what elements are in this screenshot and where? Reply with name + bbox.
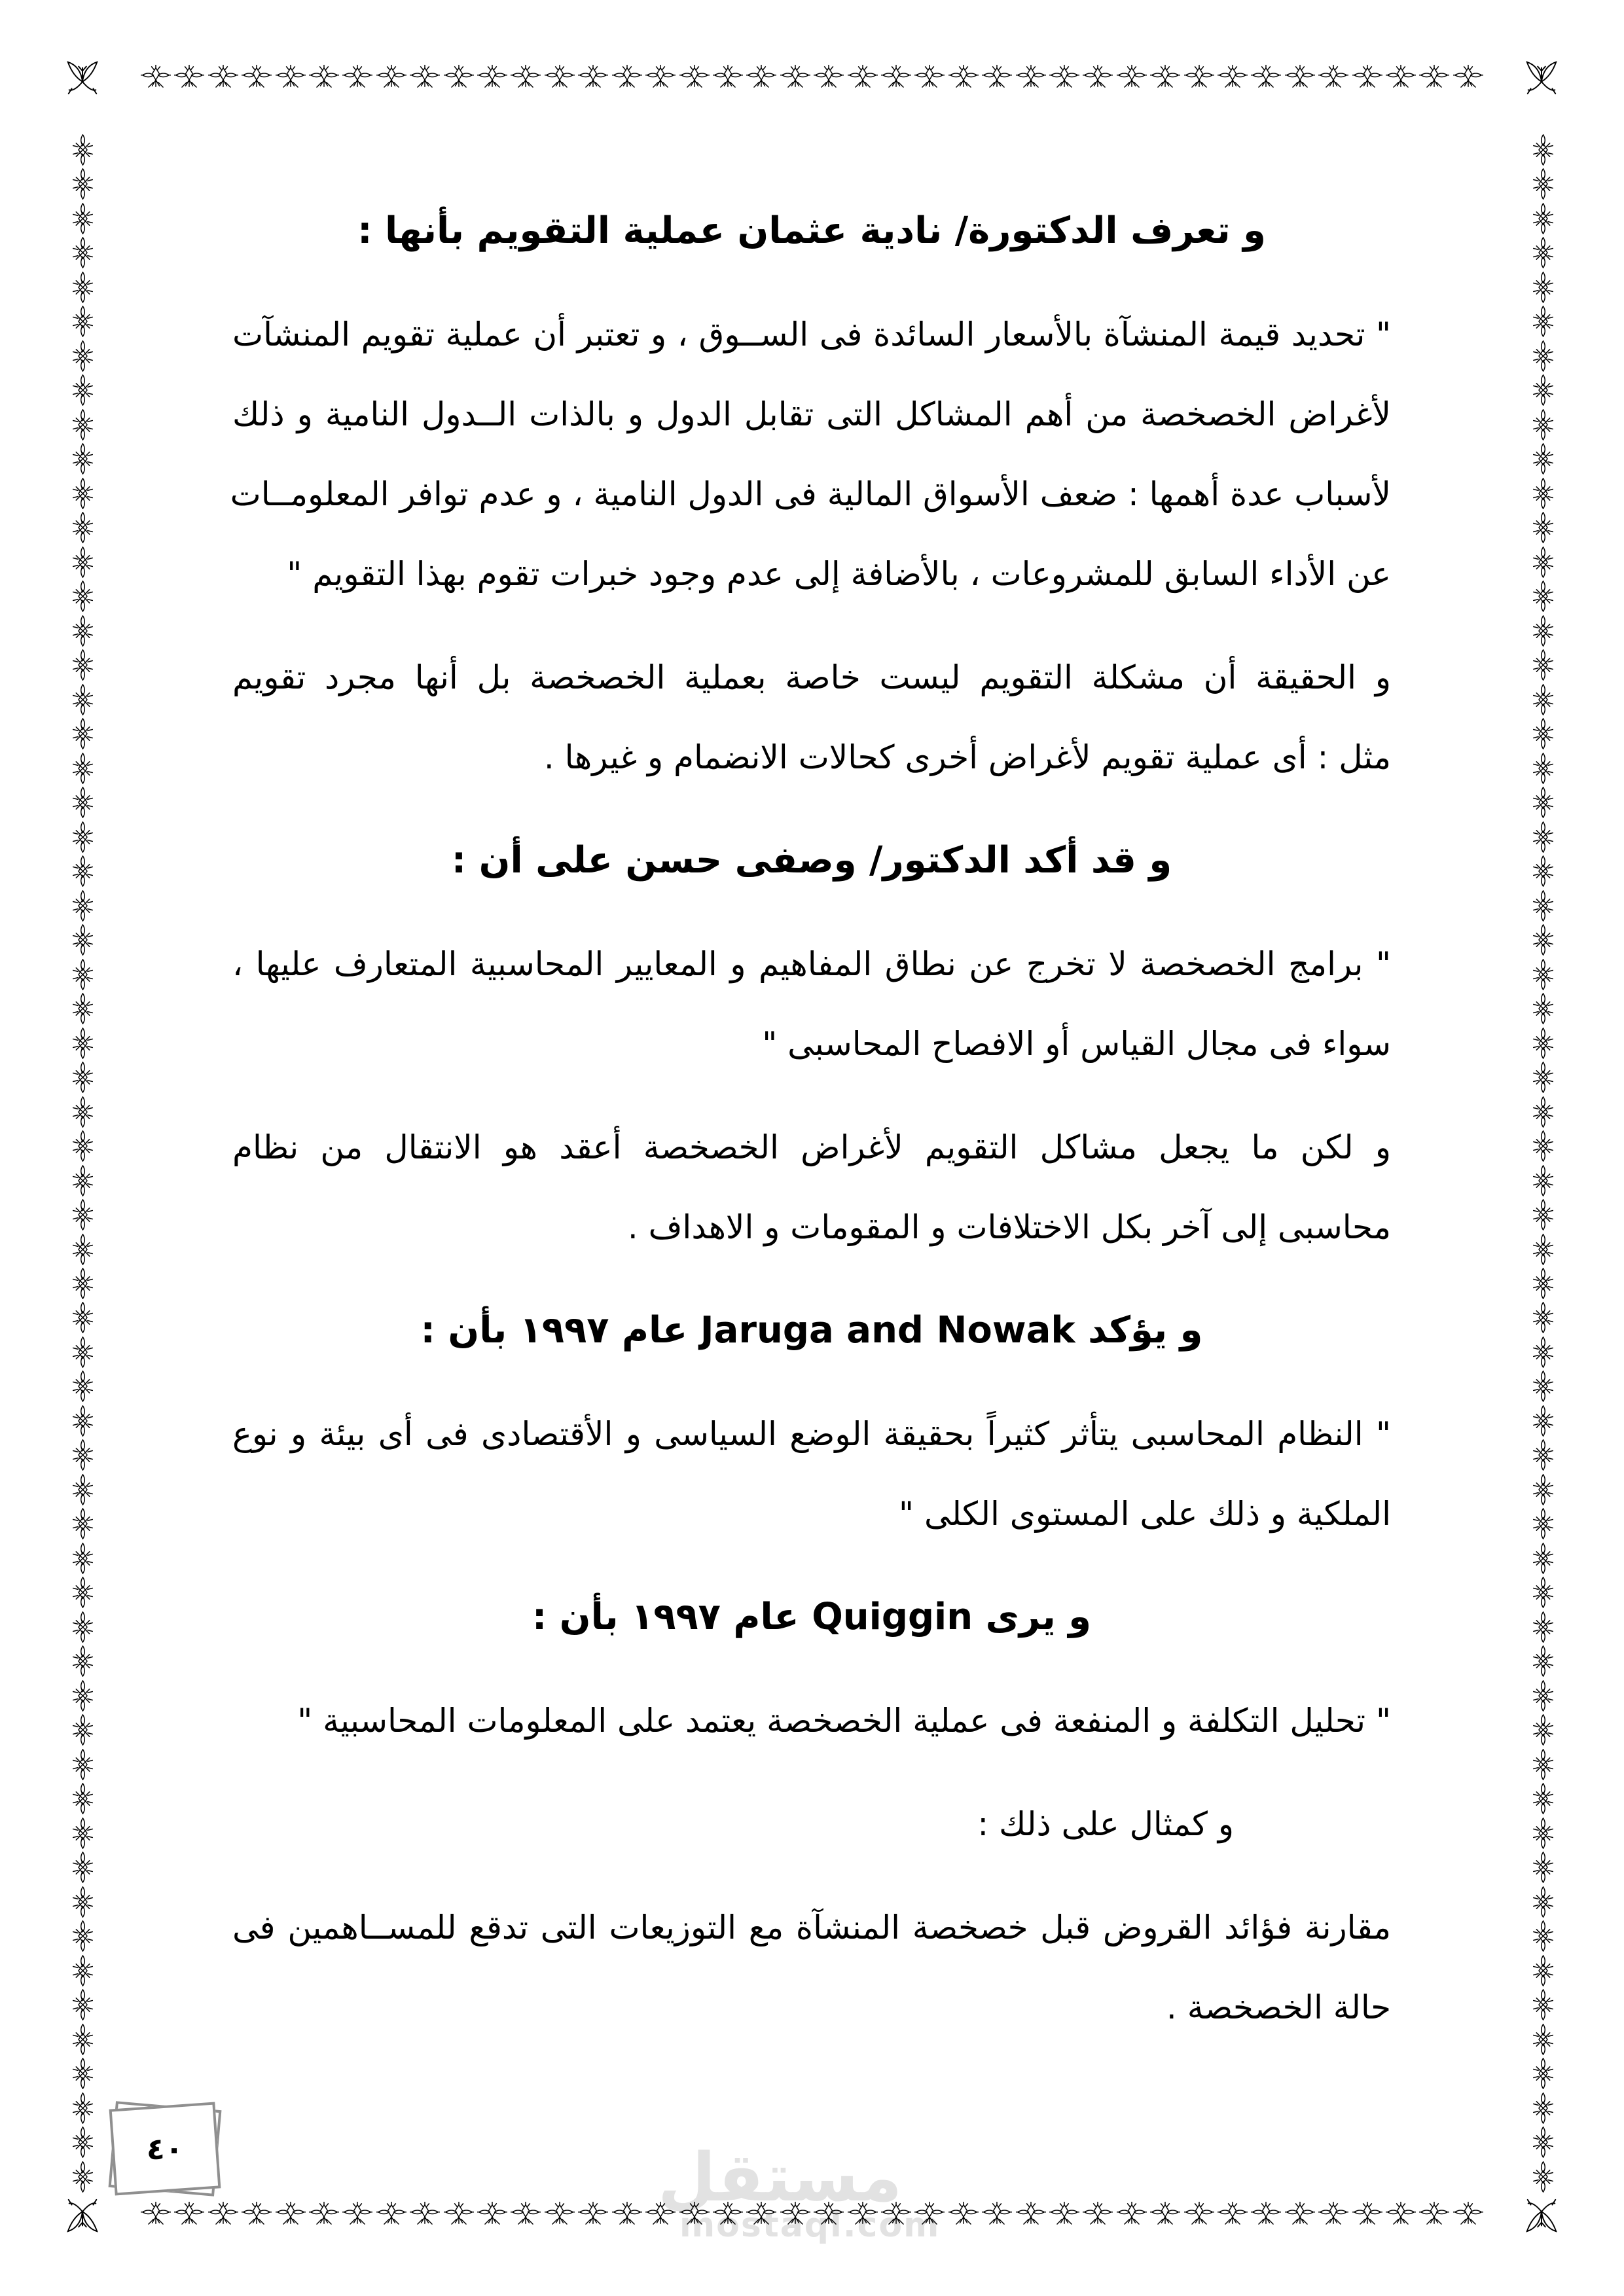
border-ornament-icon [1016,65,1046,89]
border-ornament-icon [1531,615,1555,647]
border-ornament-icon [477,65,507,89]
border-ornament-icon [1531,1234,1555,1265]
border-ornament-icon [71,753,95,784]
border-ornament-icon [1251,2202,1281,2226]
border-ornament-icon [71,340,95,372]
border-ornament-icon [612,65,642,89]
border-ornament-icon [1531,1920,1555,1952]
border-ornament-icon [71,1920,95,1952]
border-ornament-icon [1531,993,1555,1024]
border-ornament-icon [410,65,440,89]
border-ornament-icon [71,1680,95,1712]
border-ornament-icon [1531,1818,1555,1849]
border-ornament-icon [71,1028,95,1059]
border-ornament-icon [71,478,95,509]
text-line: لأغراض الخصخصة من أهم المشاكل التى تقابل الدول و بالذات الــدول النامية و ذلك [232,395,1391,433]
border-ornament-icon [545,2202,575,2226]
border-ornament-icon [814,65,844,89]
text-line: الملكية و ذلك على المستوى الكلى " [899,1495,1391,1533]
border-ornament-icon [1531,1405,1555,1437]
watermark-logo: مستقل [657,2139,902,2217]
text-line: و الحقيقة أن مشكلة التقويم ليست خاصة بعملية الخصخصة بل أنها مجرد تقويم [232,658,1391,696]
border-ornament-icon [309,2202,339,2226]
paragraph [232,1888,1391,2047]
border-ornament-icon [376,2202,406,2226]
border-ornament-icon [1531,443,1555,475]
border-ornament-icon [71,1336,95,1368]
border-ornament-icon [71,237,95,268]
border-ornament-icon [1318,65,1348,89]
border-ornament-icon [948,2202,979,2226]
border-ornament-icon [1531,1714,1555,1746]
text-line: سواء فى مجال القياس أو الافصاح المحاسبى " [762,1025,1391,1063]
border-ornament-icon [1419,2202,1449,2226]
border-ornament-icon [1531,168,1555,200]
border-ornament-icon [309,65,339,89]
border-ornament-icon [1531,1783,1555,1814]
border-ornament-icon [71,1199,95,1230]
border-ornament-icon [71,2126,95,2158]
border-ornament-icon [1531,1852,1555,1883]
border-ornament-icon [71,1096,95,1128]
border-ornament-icon [276,65,306,89]
border-ornament-icon [1531,1886,1555,1918]
border-ornament-icon [1531,1028,1555,1059]
border-ornament-icon [141,2202,171,2226]
border-ornament-icon [1352,2202,1382,2226]
page-number-box [109,2103,221,2195]
border-ornament-icon [1285,2202,1315,2226]
text-line: محاسبى إلى آخر بكل الاختلافات و المقومات و الاهداف . [627,1208,1391,1246]
section-heading: و يرى Quiggin عام ١٩٩٧ بأن : [532,1596,1092,1638]
border-ornament-icon [71,1165,95,1196]
border-left [69,134,96,2193]
border-ornament-icon [1117,2202,1147,2226]
border-ornament-icon [914,65,945,89]
border-ornament-icon [1184,65,1214,89]
border-ornament-icon [1531,237,1555,268]
border-ornament-icon [71,547,95,578]
border-ornament-icon [71,821,95,853]
paragraph [232,637,1391,797]
border-ornament-icon [1531,134,1555,166]
border-ornament-icon [1531,1680,1555,1712]
border-ornament-icon [342,2202,372,2226]
border-ornament-icon [376,65,406,89]
border-ornament-icon [1049,2202,1079,2226]
border-ornament-icon [71,306,95,337]
border-ornament-icon [242,2202,272,2226]
text-line: مقارنة فؤائد القروض قبل خصخصة المنشآة مع التوزيعات التى تدقع للمســاهمين فى [232,1909,1391,1946]
border-ornament-icon [545,65,575,89]
border-ornament-icon [1531,1611,1555,1643]
border-ornament-icon [1531,1268,1555,1299]
border-ornament-icon [71,649,95,681]
border-ornament-icon [71,1508,95,1539]
border-ornament-icon [1184,2202,1214,2226]
border-ornament-icon [1386,65,1416,89]
border-ornament-icon [1531,1439,1555,1471]
border-corner-ornament-icon [1523,2197,1561,2234]
border-ornament-icon [1531,1096,1555,1128]
border-corner-ornament-icon [1523,59,1561,97]
border-ornament-icon [1049,65,1079,89]
border-ornament-icon [645,65,676,89]
border-ornament-icon [276,2202,306,2226]
border-ornament-icon [948,65,979,89]
border-ornament-icon [746,65,776,89]
border-ornament-icon [71,1234,95,1265]
border-ornament-icon [444,65,474,89]
paragraph [232,295,1391,614]
paragraph [232,1107,1391,1267]
border-ornament-icon [71,1371,95,1402]
border-ornament-icon [71,1852,95,1883]
border-ornament-icon [1150,65,1180,89]
text-line: مثل : أى عملية تقويم لأغراض أخرى كحالات الانضمام و غيرها . [543,738,1391,776]
section-heading: و تعرف الدكتورة/ نادية عثمان عملية التقويم بأنها : [357,209,1266,252]
border-ornament-icon [1453,65,1483,89]
border-ornament-icon [174,2202,204,2226]
page-content [232,191,1391,2047]
border-ornament-icon [71,993,95,1024]
border-ornament-icon [1531,340,1555,372]
border-ornament-icon [71,718,95,749]
border-ornament-icon [71,787,95,818]
border-ornament-icon [1531,959,1555,990]
border-right [1530,134,1556,2193]
lead-in-line: و كمثال على ذلك : [977,1805,1234,1843]
border-ornament-icon [1531,924,1555,956]
border-ornament-icon [1083,65,1113,89]
border-ornament-icon [1531,409,1555,440]
border-ornament-icon [71,615,95,647]
border-ornament-icon [848,65,878,89]
border-ornament-icon [1531,203,1555,234]
border-ornament-icon [410,2202,440,2226]
paragraph [232,1394,1391,1554]
border-ornament-icon [71,2092,95,2124]
border-ornament-icon [71,1714,95,1746]
border-corner-ornament-icon [63,59,101,97]
border-ornament-icon [1531,1749,1555,1780]
border-ornament-icon [1218,65,1248,89]
border-ornament-icon [71,1611,95,1643]
border-ornament-icon [1531,2058,1555,2089]
border-ornament-icon [1352,65,1382,89]
border-corner-ornament-icon [63,2197,101,2234]
watermark-domain: mostaql.com [679,2206,941,2245]
border-ornament-icon [713,65,743,89]
text-line: عن الأداء السابق للمشروعات ، بالأضافة إلى عدم وجود خبرات تقوم بهذا التقويم " [287,555,1391,593]
border-ornament-icon [1531,753,1555,784]
border-ornament-icon [71,1989,95,2020]
paragraph [232,924,1391,1084]
border-ornament-icon [71,512,95,543]
border-ornament-icon [71,203,95,234]
border-ornament-icon [578,65,608,89]
border-ornament-icon [477,2202,507,2226]
section-heading: و يؤكد Jaruga and Nowak عام ١٩٩٧ بأن : [420,1309,1203,1352]
border-ornament-icon [71,1577,95,1608]
border-ornament-icon [1531,718,1555,749]
border-ornament-icon [1531,1989,1555,2020]
border-ornament-icon [1531,1130,1555,1162]
border-ornament-icon [1531,684,1555,715]
border-ornament-icon [444,2202,474,2226]
border-ornament-icon [511,65,541,89]
border-top [141,63,1483,90]
page-number: ٤٠ [146,2131,184,2166]
border-ornament-icon [71,890,95,922]
text-line: " النظام المحاسبى يتأثر كثيراً بحقيقة الوضع السياسى و الأقتصادى فى أى بيئة و نوع [232,1415,1391,1453]
border-ornament-icon [1531,1955,1555,1986]
border-ornament-icon [1386,2202,1416,2226]
border-ornament-icon [71,1474,95,1505]
border-ornament-icon [1531,306,1555,337]
border-ornament-icon [71,2161,95,2193]
border-ornament-icon [71,1955,95,1986]
border-ornament-icon [1218,2202,1248,2226]
border-ornament-icon [71,168,95,200]
border-ornament-icon [1531,374,1555,406]
border-ornament-icon [71,924,95,956]
border-ornament-icon [679,65,710,89]
border-ornament-icon [71,443,95,475]
border-ornament-icon [1531,1508,1555,1539]
text-line: حالة الخصخصة . [1166,1988,1391,2026]
border-ornament-icon [71,1405,95,1437]
border-ornament-icon [1531,855,1555,887]
text-line: لأسباب عدة أهمها : ضعف الأسواق المالية فى الدول النامية ، و عدم توافر المعلومــات [230,475,1391,513]
border-ornament-icon [174,65,204,89]
border-ornament-icon [1453,2202,1483,2226]
border-ornament-icon [982,65,1012,89]
border-ornament-icon [71,1439,95,1471]
border-ornament-icon [71,272,95,303]
border-ornament-icon [71,1749,95,1780]
border-ornament-icon [1531,512,1555,543]
border-ornament-icon [1419,65,1449,89]
border-ornament-icon [71,684,95,715]
border-ornament-icon [1531,547,1555,578]
border-ornament-icon [1150,2202,1180,2226]
border-ornament-icon [1083,2202,1113,2226]
border-ornament-icon [1531,1336,1555,1368]
border-ornament-icon [71,1886,95,1918]
border-ornament-icon [71,1783,95,1814]
border-ornament-icon [1531,1371,1555,1402]
border-ornament-icon [342,65,372,89]
watermark [657,2139,941,2245]
border-ornament-icon [71,855,95,887]
border-ornament-icon [780,65,810,89]
border-ornament-icon [71,2058,95,2089]
border-ornament-icon [1531,787,1555,818]
border-ornament-icon [1531,1645,1555,1677]
border-ornament-icon [71,1645,95,1677]
border-ornament-icon [71,1302,95,1333]
border-ornament-icon [71,1543,95,1574]
border-ornament-icon [1531,1302,1555,1333]
border-ornament-icon [881,65,911,89]
border-ornament-icon [1531,649,1555,681]
text-line: و لكن ما يجعل مشاكل التقويم لأغراض الخصخصة أعقد هو الانتقال من نظام [232,1128,1391,1166]
border-ornament-icon [511,2202,541,2226]
border-ornament-icon [71,374,95,406]
border-ornament-icon [1531,1199,1555,1230]
border-ornament-icon [1531,581,1555,612]
border-ornament-icon [578,2202,608,2226]
border-ornament-icon [1251,65,1281,89]
border-ornament-icon [71,959,95,990]
border-ornament-icon [1531,821,1555,853]
border-ornament-icon [1531,1062,1555,1093]
border-ornament-icon [1016,2202,1046,2226]
border-ornament-icon [1531,2092,1555,2124]
border-ornament-icon [1531,1474,1555,1505]
border-ornament-icon [71,1130,95,1162]
border-ornament-icon [71,134,95,166]
border-ornament-icon [71,2024,95,2055]
border-ornament-icon [71,1062,95,1093]
border-ornament-icon [612,2202,642,2226]
border-ornament-icon [1531,272,1555,303]
border-ornament-icon [1531,1165,1555,1196]
border-ornament-icon [71,1818,95,1849]
border-ornament-icon [71,1268,95,1299]
border-ornament-icon [242,65,272,89]
border-ornament-icon [1285,65,1315,89]
border-ornament-icon [1531,1577,1555,1608]
border-ornament-icon [71,581,95,612]
text-line: " تحليل التكلفة و المنفعة فى عملية الخصخصة يعتمد على المعلومات المحاسبية " [297,1702,1391,1740]
text-line: " تحديد قيمة المنشآة بالأسعار السائدة فى الســوق ، و تعتبر أن عملية تقويم المنشآت [232,315,1391,353]
border-ornament-icon [1531,2161,1555,2193]
border-ornament-icon [982,2202,1012,2226]
border-ornament-icon [1531,1543,1555,1574]
paragraph [232,1681,1391,1761]
border-ornament-icon [1318,2202,1348,2226]
border-ornament-icon [208,65,238,89]
border-ornament-icon [71,409,95,440]
border-ornament-icon [208,2202,238,2226]
border-ornament-icon [1531,2024,1555,2055]
border-ornament-icon [1117,65,1147,89]
border-ornament-icon [1531,2126,1555,2158]
border-ornament-icon [141,65,171,89]
section-heading: و قد أكد الدكتور/ وصفى حسن على أن : [451,839,1172,882]
text-line: " برامج الخصخصة لا تخرج عن نطاق المفاهيم و المعايير المحاسبية المتعارف عليها ، [232,945,1391,983]
border-ornament-icon [1531,890,1555,922]
border-ornament-icon [1531,478,1555,509]
